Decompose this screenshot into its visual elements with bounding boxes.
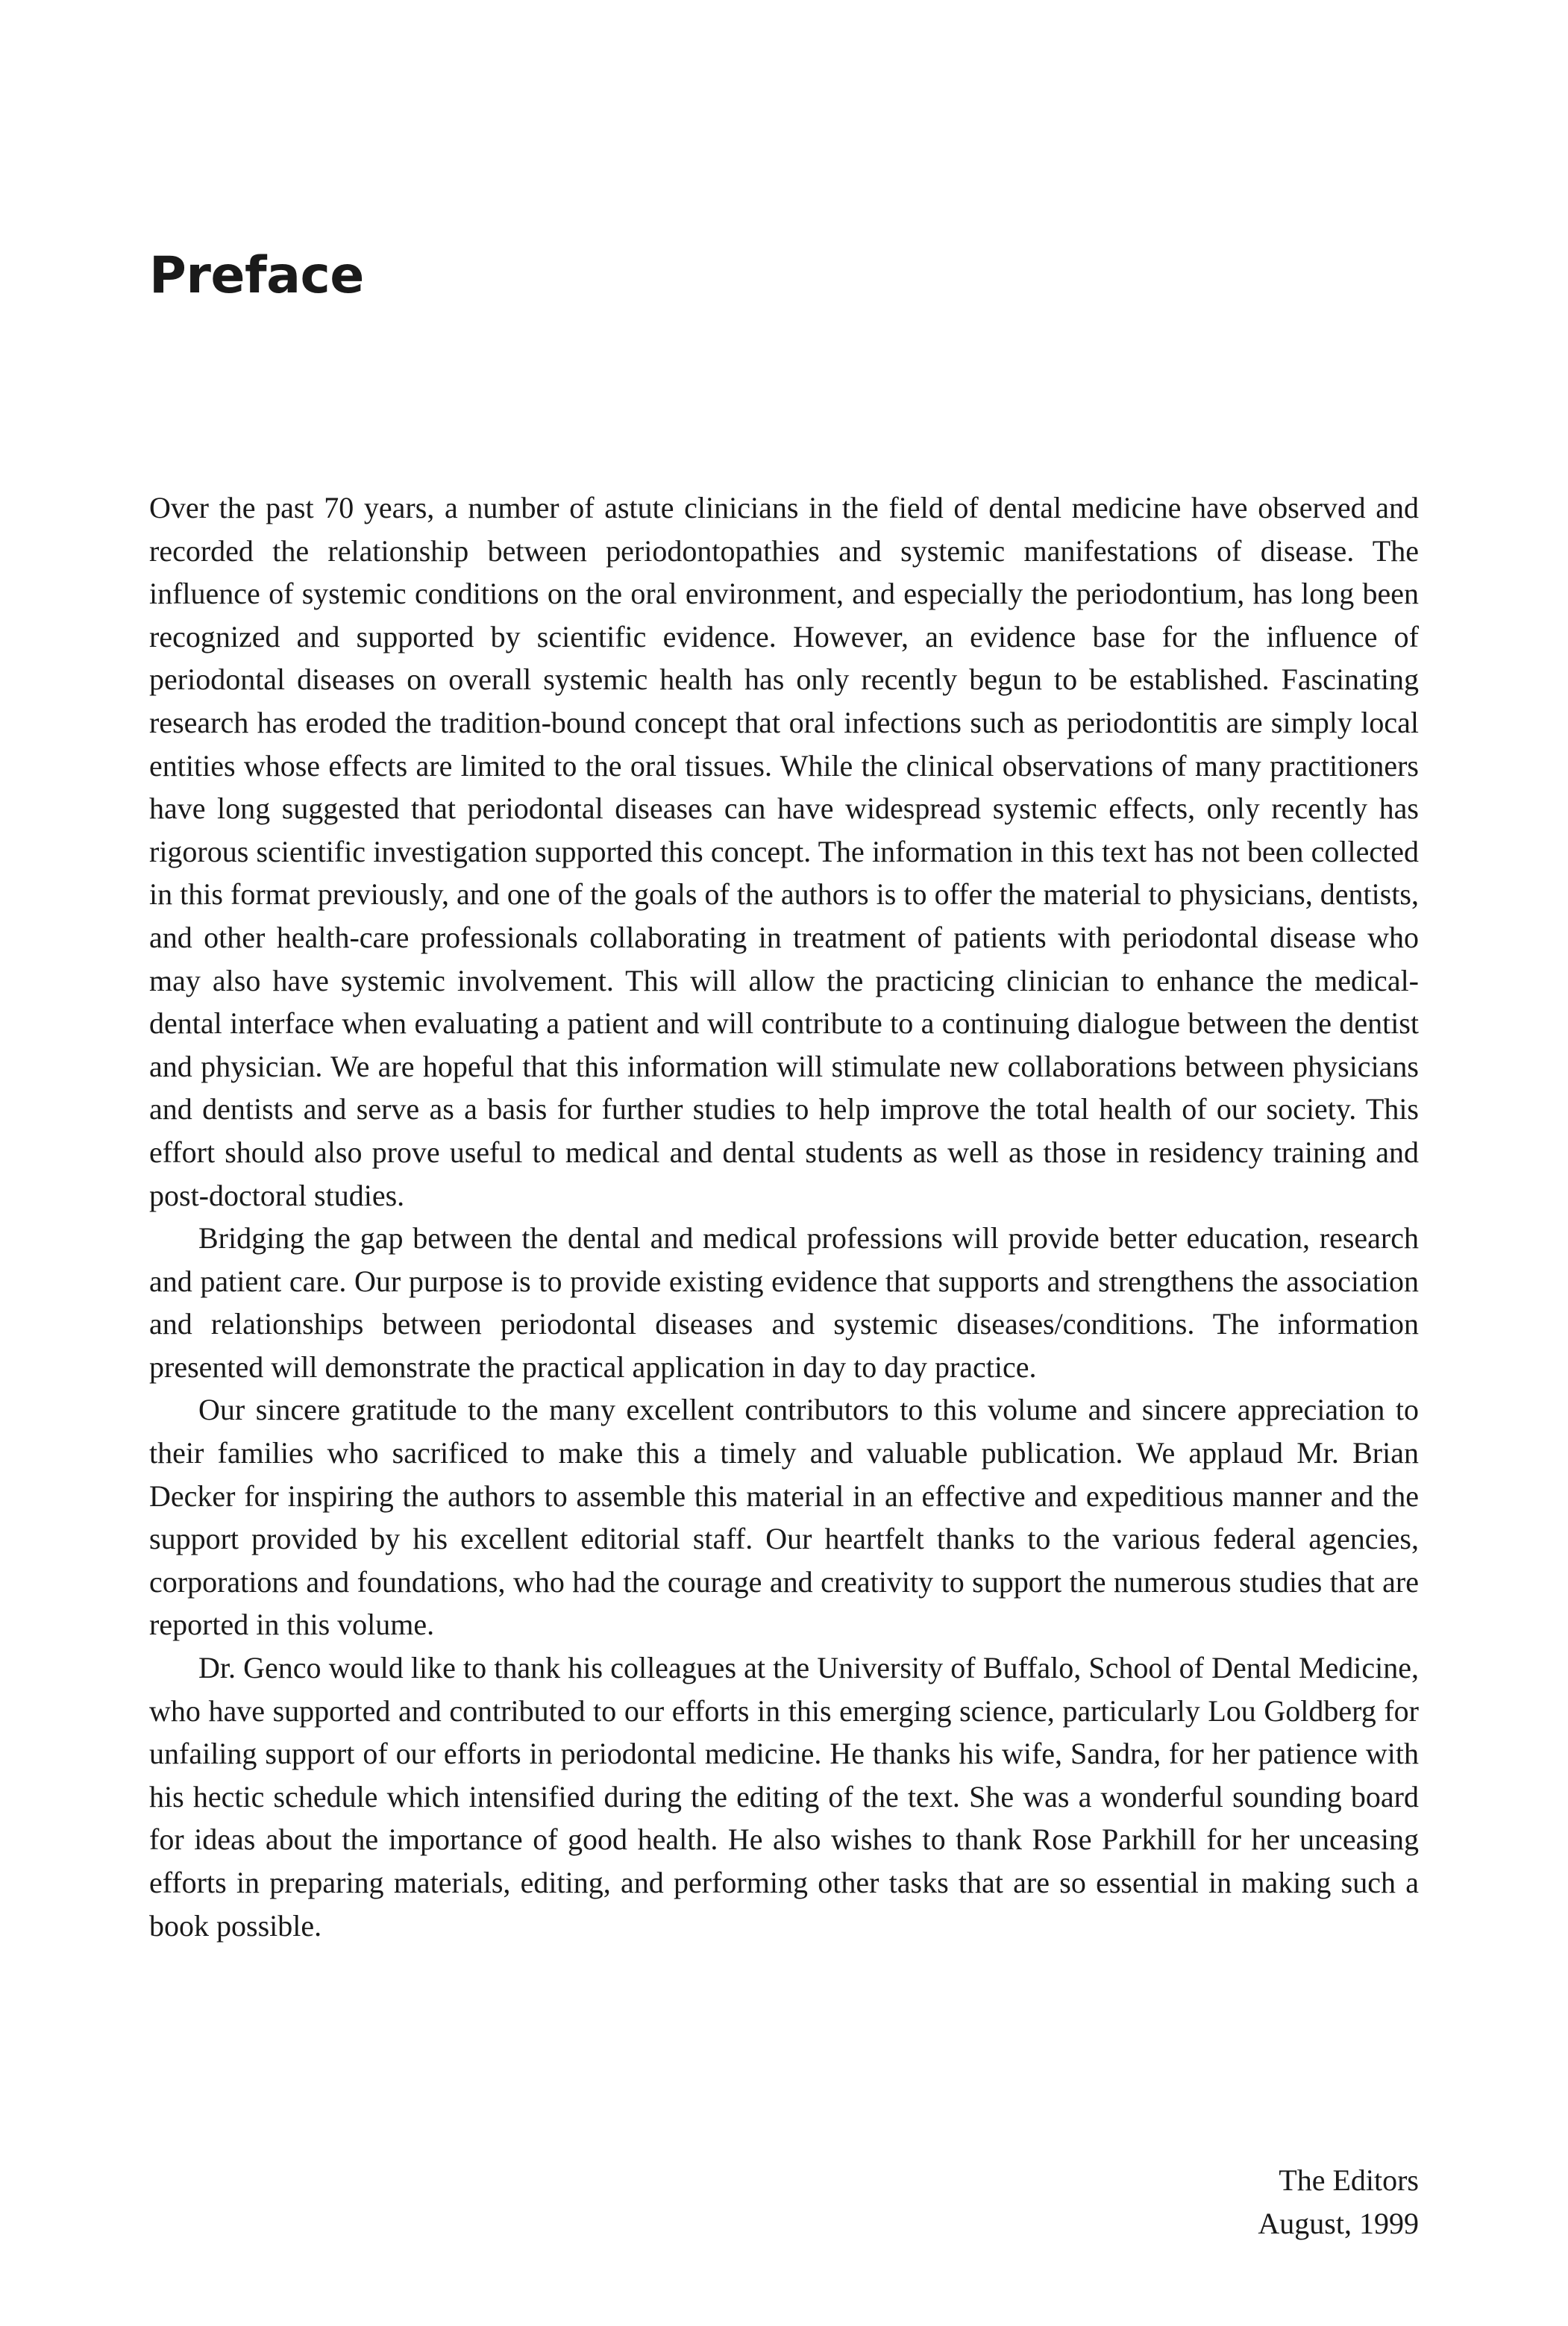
signature-author: The Editors bbox=[1279, 2163, 1419, 2197]
signature-block bbox=[1258, 2159, 1419, 2245]
paragraph-intro: Over the past 70 years, a number of astute clinicians in the field of dental medicine have observed and recorded the relationship between periodontopathies and systemic manifestations of disease. The influence of systemic conditions on the oral environment, and especially the periodontium, has long been recognized and supported by scientific evidence. However, an evidence base for the influence of periodontal diseases on overall systemic health has only recently begun to be established. Fascinating research has eroded the tradition-bound concept that oral infections such as periodontitis are simply local entities whose effects are limited to the oral tissues. While the clinical observations of many practitioners have long suggested that periodontal diseases can have widespread systemic effects, only recently has rigorous scientific investigation supported this concept. The information in this text has not been collected in this format previously, and one of the goals of the authors is to offer the material to physicians, dentists, and other health-care professionals collaborating in treatment of patients with periodontal disease who may also have systemic involvement. This will allow the practicing clinician to enhance the medical-dental interface when evaluating a patient and will contribute to a continuing dialogue between the dentist and physician. We are hopeful that this information will stimulate new collaborations between physicians and dentists and serve as a basis for further studies to help improve the total health of our society. This effort should also prove useful to medical and dental students as well as those in residency training and post-doctoral studies. bbox=[149, 491, 1419, 1212]
paragraph-bridging: Bridging the gap between the dental and medical professions will provide better education, research and patient care. Our purpose is to provide existing evidence that supports and strengthens the association and relationships between periodontal diseases and systemic diseases/conditions. The information presented will demonstrate the practical application in day to day practice. bbox=[149, 1221, 1419, 1384]
signature-date: August, 1999 bbox=[1258, 2206, 1419, 2240]
paragraph-acknowledgements: Dr. Genco would like to thank his colleagues at the University of Buffalo, School of Dental Medicine, who have supported and contributed to our efforts in this emerging science, particularly Lou Goldberg for unfailing support of our efforts in periodontal medicine. He thanks his wife, Sandra, for her patience with his hectic schedule which intensified during the editing of the text. She was a wonderful sounding board for ideas about the importance of good health. He also wishes to thank Rose Parkhill for her unceasing efforts in preparing materials, editing, and performing other tasks that are so essential in making such a book possible. bbox=[149, 1651, 1419, 1943]
paragraph-gratitude: Our sincere gratitude to the many excellent contributors to this volume and sincere appreciation to their families who sacrificed to make this a timely and valuable publication. We applaud Mr. Brian Decker for inspiring the authors to assemble this material in an effective and expeditious manner and the support provided by his excellent editorial staff. Our heartfelt thanks to the various federal agencies, corporations and foundations, who had the courage and creativity to support the numerous studies that are reported in this volume. bbox=[149, 1393, 1419, 1642]
preface-body bbox=[149, 486, 1419, 1947]
page-title: Preface bbox=[149, 246, 364, 305]
